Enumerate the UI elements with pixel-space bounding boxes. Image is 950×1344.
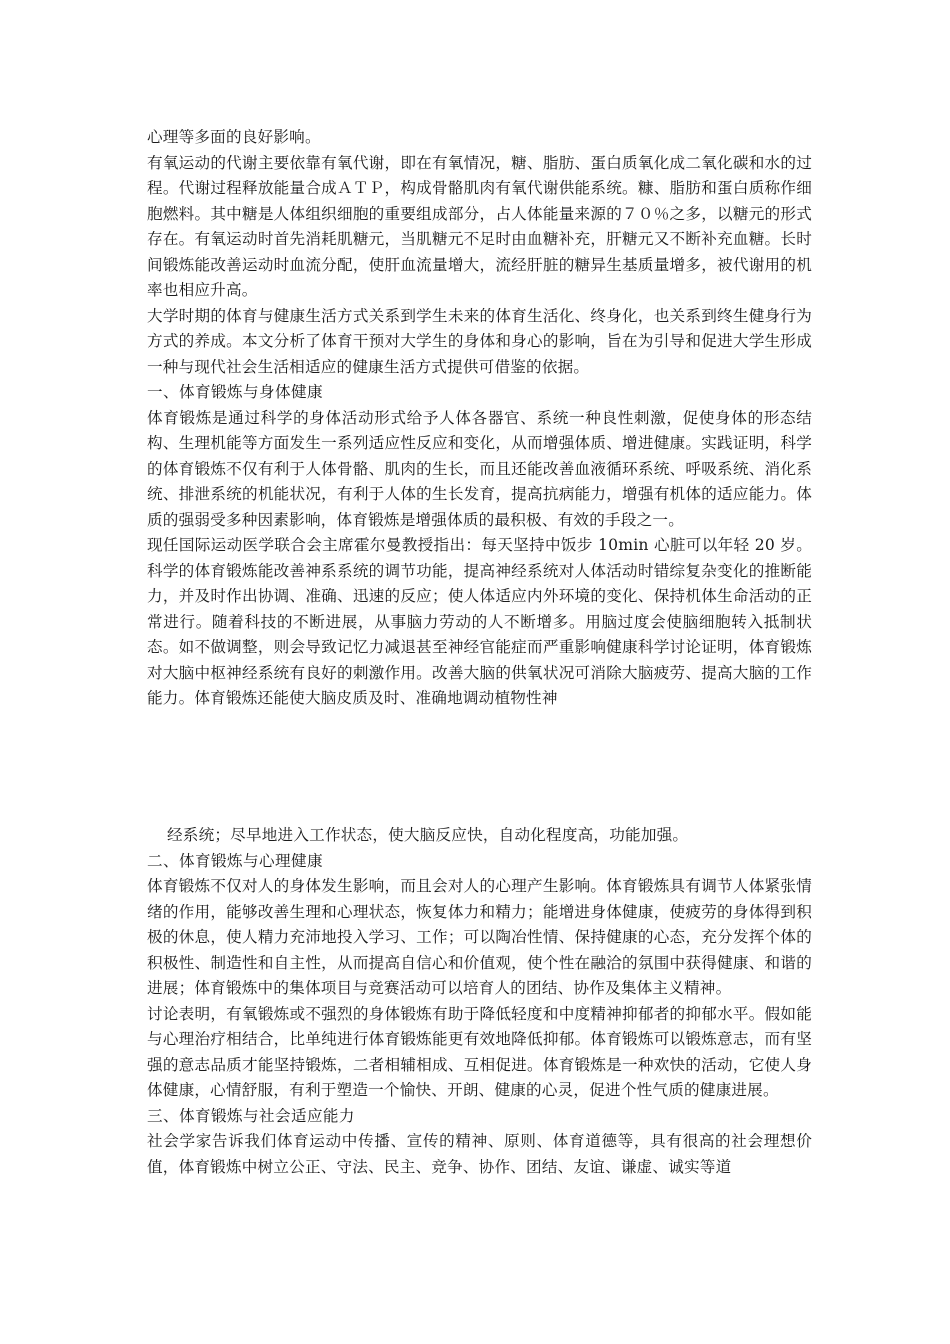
paragraph-continuation: 心理等多面的良好影响。 (147, 128, 321, 146)
paragraph-nervous-system: 现任国际运动医学联合会主席霍尔曼教授指出：每天坚持中饭步 10min 心脏可以年轻 20 岁。科学的体育锻炼能改善神系系统的调节功能，提高神经系统对人体活动时错综复杂变化的推断能力，并及时作出协调、准确、迅速的反应；使人体适应内外环境的变化、保持机体生命活动的正常进行。随着科技的不断进展，从事脑力劳动的人不断增多。用脑过度会使脑细胞转入抵制状态。如不做调整，则会导致记忆力减退甚至神经官能症而严重影响健康科学讨论证明，体育锻炼对大脑中枢神经系统有良好的刺激作用。改善大脑的供氧状况可消除大脑疲劳、提高大脑的工作能力。体育锻炼还能使大脑皮质及时、准确地调动植物性神 (147, 536, 812, 707)
text-block-top (147, 125, 812, 712)
paragraph-social-adaptation: 社会学家告诉我们体育运动中传播、宣传的精神、原则、体育道德等，具有很高的社会理想价值，体育锻炼中树立公正、守法、民主、竞争、协作、团结、友谊、谦虚、诚实等道 (147, 1132, 812, 1176)
section-heading-social-adaptation: 三、体育锻炼与社会适应能力 (147, 1106, 355, 1125)
paragraph-college-lifestyle: 大学时期的体育与健康生活方式关系到学生未来的体育生活化、终身化，也关系到终生健身行为方式的养成。本文分析了体育干预对大学生的身体和身心的影响，旨在为引导和促进大学生形成一种与现代社会生活相适应的健康生活方式提供可借鉴的依据。 (147, 306, 812, 376)
paragraph-physical-health: 体育锻炼是通过科学的身体活动形式给予人体各器官、系统一种良性刺激，促使身体的形态结构、生理机能等方面发生一系列适应性反应和变化，从而增强体质、增进健康。实践证明，科学的体育锻炼不仅有利于人体骨骼、肌肉的生长，而且还能改善血液循环系统、呼吸系统、消化系统、排泄系统的机能状况，有利于人体的生长发育，提高抗病能力，增强有机体的适应能力。体质的强弱受多种因素影响，体育锻炼是增强体质的最积极、有效的手段之一。 (147, 408, 812, 529)
paragraph-continuation-2: 经系统；尽早地进入工作状态，使大脑反应快，自动化程度高，功能加强。 (167, 826, 689, 844)
section-heading-physical-health: 一、体育锻炼与身体健康 (147, 383, 323, 401)
paragraph-mental-health: 体育锻炼不仅对人的身体发生影响，而且会对人的心理产生影响。体育锻炼具有调节人体紧张情绪的作用，能够改善生理和心理状态，恢复体力和精力；能增进身体健康，使疲劳的身体得到积极的休息，使人精力充沛地投入学习、工作；可以陶冶性情、保持健康的心态，充分发挥个体的积极性、制造性和自主性，从而提高自信心和价值观，使个性在融洽的氛围中获得健康、和谐的进展；体育锻炼中的集体项目与竞赛活动可以培育人的团结、协作及集体主义精神。 (147, 877, 812, 997)
section-heading-mental-health: 二、体育锻炼与心理健康 (147, 851, 323, 870)
text-block-bottom (147, 823, 812, 1180)
paragraph-aerobic-metabolism: 有氧运动的代谢主要依靠有氧代谢，即在有氧情况，糖、脂肪、蛋白质氧化成二氧化碳和水的过程。代谢过程释放能量合成ＡＴＰ，构成骨骼肌肉有氧代谢供能系统。糠、脂肪和蛋白质称作细胞燃料。其中糖是人体组织细胞的重要组成部分，占人体能量来源的７０％之多，以糖元的形式存在。有氧运动时首先消耗肌糖元，当肌糖元不足时由血糖补充，肝糖元又不断补充血糖。长时间锻炼能改善运动时血流分配，使肝血流量增大，流经肝脏的糖异生基质量增多，被代谢用的机率也相应升高。 (147, 153, 812, 299)
paragraph-depression-research: 讨论表明，有氧锻炼或不强烈的身体锻炼有助于降低轻度和中度精神抑郁者的抑郁水平。假如能与心理治疗相结合，比单纯进行体育锻炼能更有效地降低抑郁。体育锻炼可以锻炼意志，而有坚强的意志品质才能坚持锻炼，二者相辅相成、互相促进。体育锻炼是一种欢快的活动，它使人身体健康，心情舒服，有利于塑造一个愉快、开朗、健康的心灵，促进个性气质的健康进展。 (147, 1004, 812, 1099)
